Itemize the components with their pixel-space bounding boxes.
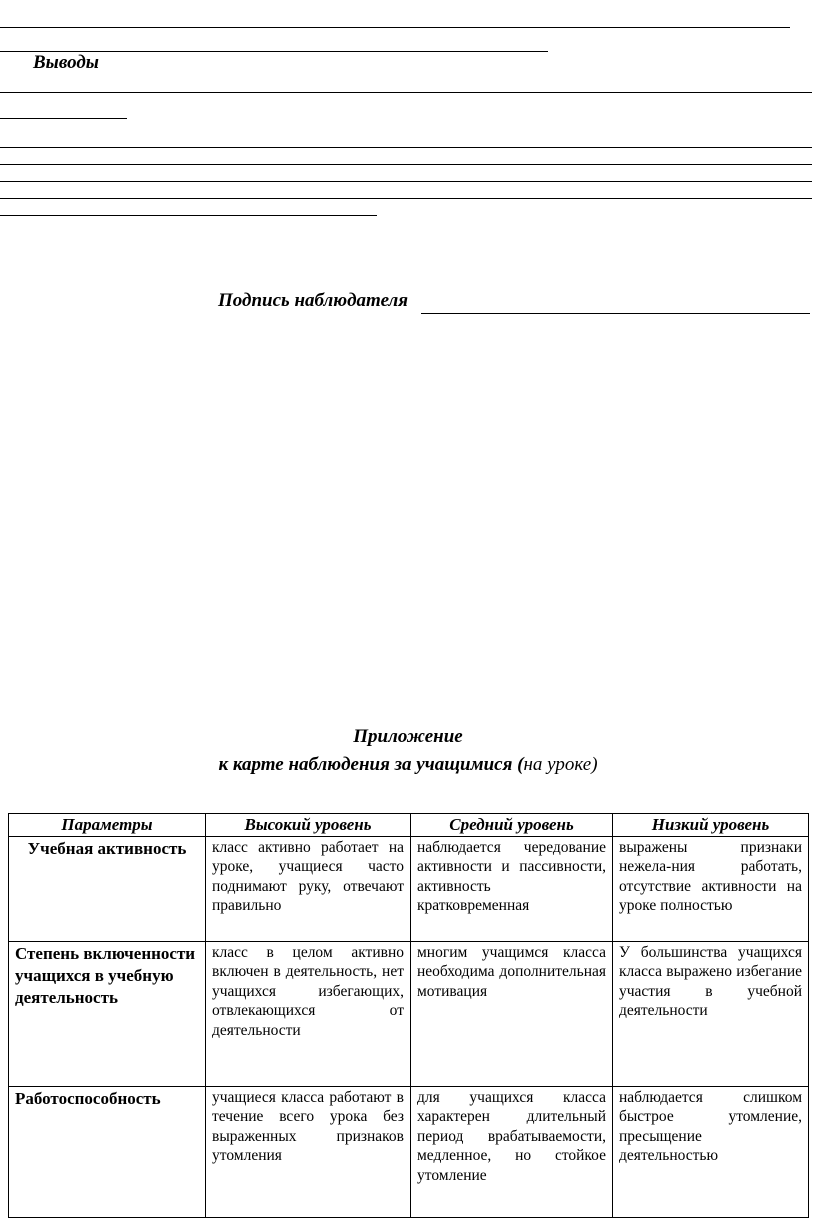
- row-mid: многим учащимся класса необходима дополнительная мотивация: [411, 942, 613, 1087]
- blank-line: [0, 198, 812, 199]
- signature-label: Подпись наблюдателя: [218, 290, 409, 311]
- row-high: учащиеся класса работают в течение всего урока без выраженных признаков утомления: [206, 1087, 411, 1218]
- row-param: Работоспособность: [9, 1087, 206, 1218]
- row-low: У большинства учащихся класса выражено избегание участия в учебной деятельности: [613, 942, 809, 1087]
- blank-line: [0, 215, 377, 216]
- blank-line: [0, 164, 812, 165]
- appendix-subtitle-bold: к карте наблюдения за учащимися (: [218, 754, 524, 775]
- table-header-row: [9, 814, 809, 837]
- appendix-subtitle: [0, 754, 816, 776]
- section-title-vyvody: Выводы: [33, 52, 99, 73]
- row-high: класс активно работает на уроке, учащиеся часто поднимают руку, отвечают правильно: [206, 837, 411, 942]
- row-param: Степень включенности учащихся в учебную деятельность: [9, 942, 206, 1087]
- signature-blank-line: [421, 313, 810, 314]
- row-param: Учебная активность: [9, 837, 206, 942]
- header-low-level: Низкий уровень: [613, 814, 809, 837]
- table-row: [9, 942, 809, 1087]
- row-low: выражены признаки нежела-ния работать, отсутствие активности на уроке полностью: [613, 837, 809, 942]
- appendix-subtitle-italic: на уроке): [523, 754, 598, 775]
- blank-line: [0, 27, 790, 28]
- blank-line: [0, 147, 812, 148]
- blank-line: [0, 92, 812, 93]
- blank-line: [0, 118, 127, 119]
- row-mid: наблюдается чередование активности и пассивности, активность кратковременная: [411, 837, 613, 942]
- header-high-level: Высокий уровень: [206, 814, 411, 837]
- blank-line: [0, 181, 812, 182]
- row-high: класс в целом активно включен в деятельность, нет учащихся избегающих, отвлекающихся от деятельности: [206, 942, 411, 1087]
- header-mid-level: Средний уровень: [411, 814, 613, 837]
- row-low: наблюдается слишком быстрое утомление, пресыщение деятельностью: [613, 1087, 809, 1218]
- table-row: [9, 837, 809, 942]
- observation-table: [8, 813, 809, 1218]
- appendix-title: Приложение: [353, 726, 463, 747]
- header-parameters: Параметры: [9, 814, 206, 837]
- row-mid: для учащихся класса характерен длительный период врабатываемости, медленное, но стойкое утомление: [411, 1087, 613, 1218]
- table-row: [9, 1087, 809, 1218]
